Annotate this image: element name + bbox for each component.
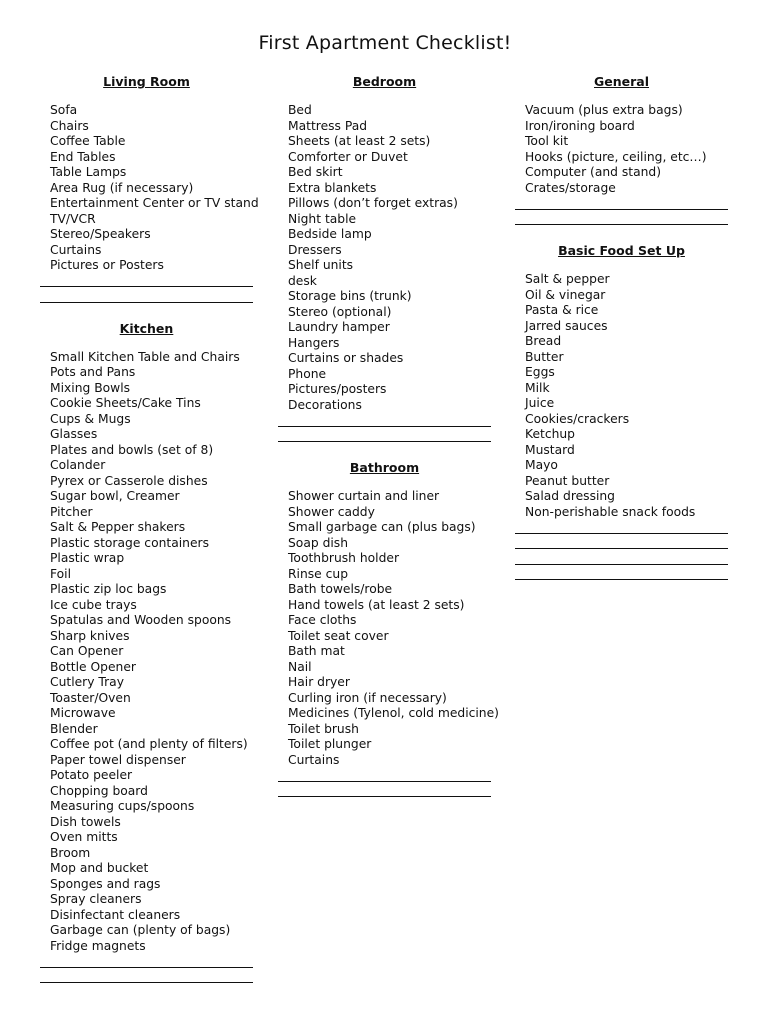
blank-line[interactable] [278,429,491,445]
general-list [515,103,728,196]
blank-line[interactable] [278,413,491,429]
list-item: Crates/storage [525,180,616,195]
list-item: Colander [50,458,106,472]
list-item: Sponges and rags [50,876,161,891]
bedroom-heading: Bedroom [352,74,417,89]
list-item: Stereo/Speakers [50,227,151,241]
list-item: Peanut butter [525,473,610,488]
list-item: Cookies/crackers [525,411,630,426]
list-item: Rinse cup [288,566,348,581]
list-item: Night table [288,211,357,226]
list-item: Coffee Table [50,134,126,148]
list-item: Garbage can (plenty of bags) [50,923,231,937]
list-item: Bed [288,103,312,117]
list-item: Butter [525,349,564,364]
list-item: Toilet brush [288,721,359,736]
list-item: Extra blankets [288,180,377,195]
list-item: Pillows (don’t forget extras) [288,196,458,210]
list-item: Fridge magnets [50,938,146,953]
blank-line[interactable] [40,954,253,970]
list-item: Comforter or Duvet [288,149,408,164]
list-item: Pictures/posters [288,382,387,396]
list-item: Toaster/Oven [50,690,131,705]
list-item: Curtains or shades [288,351,404,365]
list-item: Sofa [50,103,78,117]
list-item: Coffee pot (and plenty of filters) [50,737,248,751]
column-middle [278,72,499,799]
list-item: Bed skirt [288,165,343,179]
kitchen-heading: Kitchen [119,320,174,336]
list-item: Glasses [50,427,98,441]
column-left [40,72,259,985]
list-item: Bath mat [288,644,345,658]
list-item: Tool kit [525,134,569,148]
list-item: Mayo [525,458,558,472]
list-item: Pots and Pans [50,365,136,379]
list-item: Mixing Bowls [50,380,131,395]
basic-food-list [515,272,728,520]
page-title: First Apartment Checklist! [258,32,512,54]
list-item: Medicines (Tylenol, cold medicine) [288,706,499,720]
list-item: End Tables [50,149,116,164]
blank-line[interactable] [515,567,728,583]
list-item: Shelf units [288,258,354,272]
list-item: Salt & Pepper shakers [50,520,186,534]
bedroom-list [278,103,491,413]
list-item: Sugar bowl, Creamer [50,489,180,503]
list-item: Decorations [288,397,362,412]
list-item: Curtains [288,752,340,767]
list-item: Broom [50,845,91,860]
list-item: Area Rug (if necessary) [50,180,194,195]
list-item: Dish towels [50,814,121,829]
blank-line[interactable] [40,274,253,290]
list-item: Hooks (picture, ceiling, etc…) [525,149,707,164]
list-item: Curtains [50,242,102,257]
list-item: Salad dressing [525,489,615,503]
blank-line[interactable] [515,212,728,228]
blank-line[interactable] [278,784,491,800]
list-item: Mattress Pad [288,118,368,133]
column-right [515,72,728,582]
list-item: Mop and bucket [50,861,149,875]
list-item: Chopping board [50,783,148,798]
list-item: Shower caddy [288,504,375,519]
list-item: Bath towels/robe [288,582,393,596]
list-item: Laundry hamper [288,320,390,334]
list-item: Cups & Mugs [50,411,131,426]
list-item: Bedside lamp [288,227,372,241]
list-item: Pitcher [50,504,93,519]
list-item: Face cloths [288,613,357,627]
list-item: Plates and bowls (set of 8) [50,442,214,457]
living-room-list [40,103,259,274]
list-item: Cutlery Tray [50,675,124,689]
list-item: Toilet plunger [288,737,372,751]
list-item: Dressers [288,242,342,257]
general-heading: General [594,74,649,89]
blank-line[interactable] [515,551,728,567]
list-item: Can Opener [50,644,124,658]
list-item: desk [288,273,317,288]
list-item: Small Kitchen Table and Chairs [50,349,240,364]
list-item: TV/VCR [50,211,96,226]
blank-line[interactable] [40,970,253,986]
list-item: Storage bins (trunk) [288,289,412,303]
list-item: Stereo (optional) [288,304,392,319]
list-item: Toilet seat cover [288,628,389,643]
basic-food-heading: Basic Food Set Up [558,243,685,258]
blank-line[interactable] [515,536,728,552]
list-item: Potato peeler [50,768,133,782]
list-item: Soap dish [288,535,349,550]
list-item: Entertainment Center or TV stand [50,196,259,210]
list-item: Small garbage can (plus bags) [288,520,476,534]
list-item: Nail [288,659,312,674]
list-item: Pasta & rice [525,303,599,317]
list-item: Iron/ironing board [525,118,635,133]
list-item: Jarred sauces [525,318,608,333]
blank-line[interactable] [278,768,491,784]
list-item: Oven mitts [50,830,118,844]
list-item: Chairs [50,118,89,133]
list-item: Bread [525,334,562,348]
list-item: Table Lamps [50,165,127,179]
list-item: Sheets (at least 2 sets) [288,134,431,148]
list-item: Spatulas and Wooden spoons [50,613,232,627]
list-item: Plastic storage containers [50,535,209,550]
list-item: Sharp knives [50,628,130,643]
list-item: Toothbrush holder [288,551,400,565]
list-item: Cookie Sheets/Cake Tins [50,396,201,410]
kitchen-list [40,350,253,955]
list-item: Spray cleaners [50,892,142,906]
blank-line[interactable] [515,520,728,536]
list-item: Computer (and stand) [525,165,662,179]
list-item: Juice [525,396,555,410]
bathroom-list [278,489,499,768]
list-item: Ice cube trays [50,597,137,612]
list-item: Shower curtain and liner [288,489,440,503]
list-item: Hangers [288,335,340,350]
list-item: Pictures or Posters [50,258,164,272]
list-item: Vacuum (plus extra bags) [525,103,683,117]
list-item: Bottle Opener [50,659,136,674]
list-item: Mustard [525,442,575,457]
list-item: Plastic wrap [50,551,125,565]
list-item: Pyrex or Casserole dishes [50,473,208,488]
list-item: Hair dryer [288,675,350,689]
list-item: Blender [50,721,98,736]
list-item: Phone [288,366,327,381]
list-item: Microwave [50,706,116,720]
living-room-heading: Living Room [103,74,190,89]
list-item: Milk [525,380,550,395]
list-item: Curling iron (if necessary) [288,690,447,705]
blank-line[interactable] [515,196,728,212]
list-item: Eggs [525,365,555,379]
blank-line[interactable] [40,289,253,305]
list-item: Foil [50,566,71,581]
list-item: Plastic zip loc bags [50,582,167,596]
list-item: Non-perishable snack foods [525,504,696,519]
list-item: Disinfectant cleaners [50,907,181,922]
list-item: Hand towels (at least 2 sets) [288,597,465,612]
list-item: Salt & pepper [525,272,610,286]
list-item: Measuring cups/spoons [50,799,195,813]
list-item: Ketchup [525,427,575,441]
bathroom-heading: Bathroom [349,460,420,475]
list-item: Paper towel dispenser [50,752,186,767]
list-item: Oil & vinegar [525,287,606,302]
